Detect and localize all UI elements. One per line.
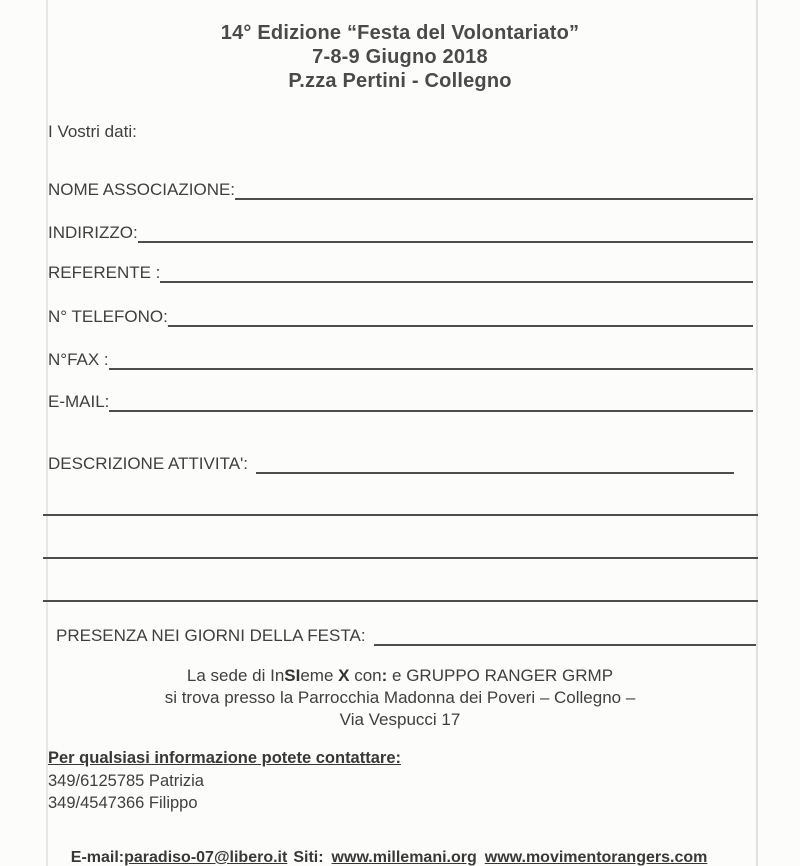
description-extra-line-1	[43, 514, 758, 516]
site-link-millemani[interactable]: www.millemani.org	[331, 849, 477, 866]
venue-line1-text3: con	[349, 666, 382, 685]
contact-info	[48, 749, 401, 814]
venue-line3: Via Vespucci 17	[339, 710, 461, 729]
field-row-fax	[48, 348, 753, 370]
field-row-indirizzo	[48, 221, 753, 243]
field-label-presenza: PRESENZA NEI GIORNI DELLA FESTA:	[56, 626, 366, 645]
field-row-telefono	[48, 305, 753, 327]
email-label: E-mail:	[70, 849, 125, 866]
description-extra-line-2	[43, 557, 758, 559]
write-in-line-indirizzo	[138, 219, 753, 243]
venue-line2: si trova presso la Parrocchia Madonna dei Poveri – Collegno –	[164, 688, 636, 707]
venue-info	[0, 665, 800, 731]
contact-heading: Per qualsiasi informazione potete contattare:	[48, 749, 401, 767]
scan-artifact-right-line	[756, 0, 758, 866]
field-label-descrizione-attivita: DESCRIZIONE ATTIVITA':	[48, 454, 249, 473]
venue-line1-bold-si: SI	[284, 666, 301, 685]
venue-line1-bold-x: X	[338, 666, 350, 685]
footer-links	[53, 831, 707, 866]
write-in-line-descrizione-attivita	[256, 450, 734, 474]
field-row-email	[48, 390, 753, 412]
field-label-telefono: N° TELEFONO:	[48, 307, 168, 326]
write-in-line-referente	[160, 259, 753, 283]
email-address-link[interactable]: paradiso-07@libero.it	[124, 849, 288, 866]
sites-label: Siti:	[293, 849, 324, 866]
write-in-line-telefono	[168, 303, 753, 327]
contact-phone-patrizia: 349/6125785 Patrizia	[48, 772, 204, 790]
venue-line1-text: La sede di In	[186, 666, 285, 685]
write-in-line-nome-associazione	[235, 176, 753, 200]
venue-line1-text2: eme	[300, 666, 339, 685]
venue-line1	[0, 665, 800, 687]
field-label-indirizzo: INDIRIZZO:	[48, 223, 138, 242]
venue-line1-text4: e GRUPPO RANGER GRMP	[387, 666, 614, 685]
site-link-movimentorangers[interactable]: www.movimentorangers.com	[484, 849, 708, 866]
field-label-referente: REFERENTE :	[48, 263, 161, 282]
form-title-line1: 14° Edizione “Festa del Volontariato”	[220, 22, 580, 44]
description-extra-line-3	[43, 600, 758, 602]
field-row-referente	[48, 261, 753, 283]
form-title-line3: P.zza Pertini - Collegno	[288, 70, 512, 92]
field-row-nome-associazione	[48, 178, 753, 200]
write-in-line-email	[109, 388, 753, 412]
field-label-nome-associazione: NOME ASSOCIAZIONE:	[48, 180, 236, 199]
field-label-email: E-MAIL:	[48, 392, 110, 411]
form-title	[0, 21, 800, 93]
field-row-descrizione-attivita	[48, 452, 734, 474]
venue-line1-bold-colon: :	[381, 666, 388, 685]
write-in-line-fax	[109, 346, 753, 370]
your-data-label: I Vostri dati:	[48, 122, 137, 141]
write-in-line-presenza	[374, 622, 756, 646]
field-label-fax: N°FAX :	[48, 350, 109, 369]
field-row-presenza	[56, 624, 756, 646]
contact-phone-filippo: 349/4547366 Filippo	[48, 793, 198, 812]
form-title-line2: 7-8-9 Giugno 2018	[312, 46, 488, 68]
